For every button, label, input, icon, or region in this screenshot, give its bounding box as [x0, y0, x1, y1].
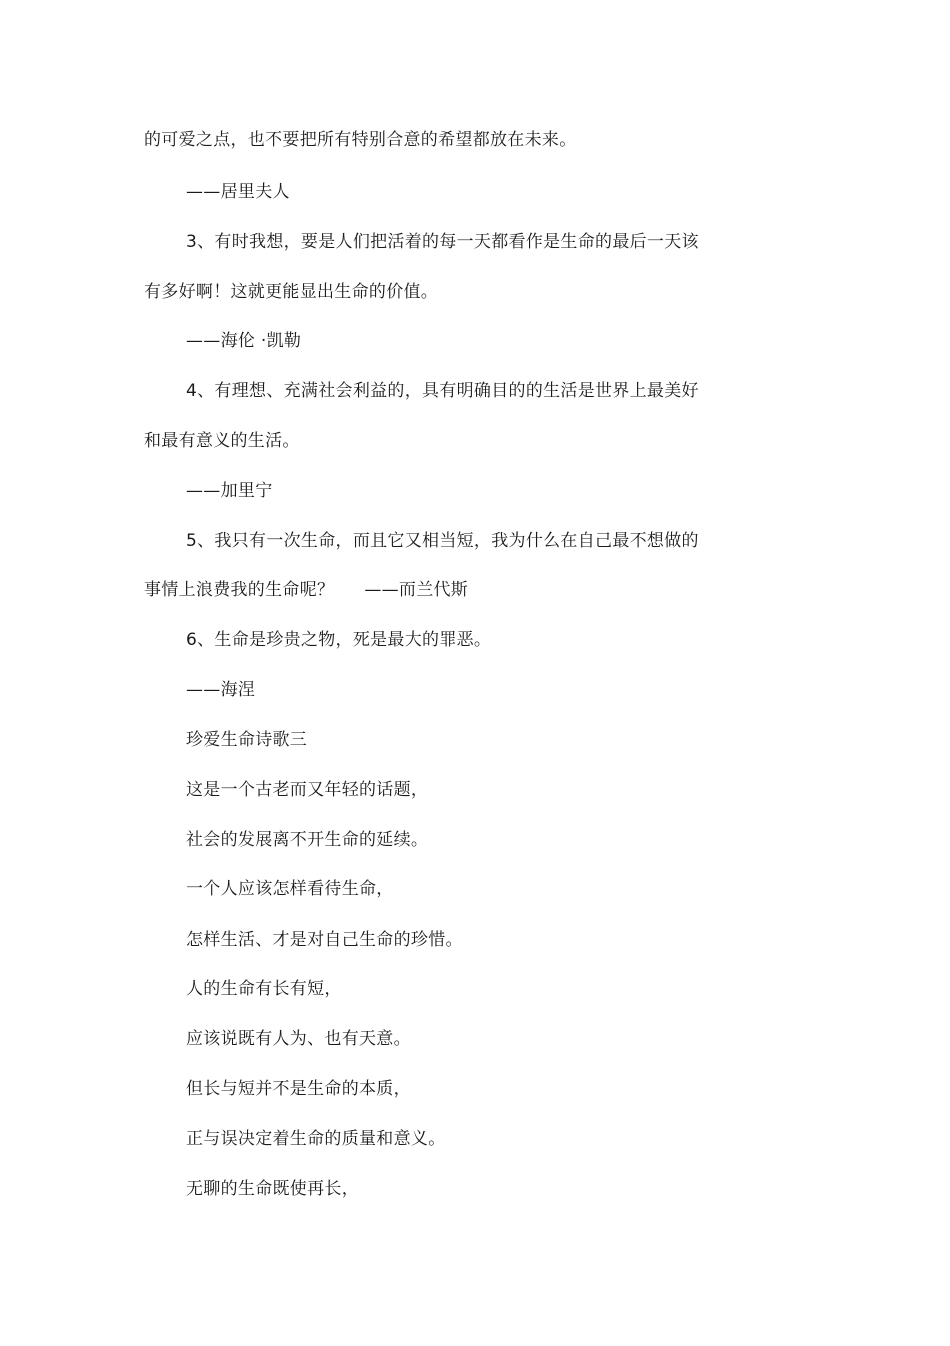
- poem-line: 但长与短并不是生命的本质，: [186, 1079, 411, 1099]
- quote-attribution: ——而兰代斯: [364, 580, 469, 600]
- text-line: 有多好啊！这就更能显出生命的价值。: [144, 282, 439, 302]
- poem-line: 这是一个古老而又年轻的话题，: [186, 780, 429, 800]
- quote-attribution: ——海伦 ·凯勒: [186, 331, 302, 351]
- text-line: 6、生命是珍贵之物，死是最大的罪恶。: [186, 630, 492, 650]
- text-line: 5、我只有一次生命，而且它又相当短，我为什么在自己最不想做的: [186, 531, 699, 551]
- poem-line: 人的生命有长有短，: [186, 979, 342, 999]
- poem-line: 怎样生活、才是对自己生命的珍惜。: [186, 930, 463, 950]
- text-segment: 事情上浪费我的生命呢？: [144, 580, 335, 600]
- poem-line: 无聊的生命既使再长，: [186, 1179, 359, 1199]
- quote-attribution: ——加里宁: [186, 481, 273, 501]
- poem-line: 应该说既有人为、也有天意。: [186, 1029, 411, 1049]
- quote-attribution: ——海涅: [186, 680, 256, 700]
- text-line: 3、有时我想，要是人们把活着的每一天都看作是生命的最后一天该: [186, 232, 699, 252]
- section-heading: 珍爱生命诗歌三: [186, 730, 308, 750]
- poem-line: 正与误决定着生命的质量和意义。: [186, 1129, 446, 1149]
- poem-line: 社会的发展离不开生命的延续。: [186, 830, 429, 850]
- text-line: 和最有意义的生活。: [144, 431, 300, 451]
- text-line: 4、有理想、充满社会利益的，具有明确目的的生活是世界上最美好: [186, 381, 699, 401]
- text-line: [144, 578, 468, 602]
- quote-attribution: ——居里夫人: [186, 182, 290, 202]
- text-line: 的可爱之点，也不要把所有特别合意的希望都放在未来。: [144, 130, 577, 150]
- poem-line: 一个人应该怎样看待生命，: [186, 879, 394, 899]
